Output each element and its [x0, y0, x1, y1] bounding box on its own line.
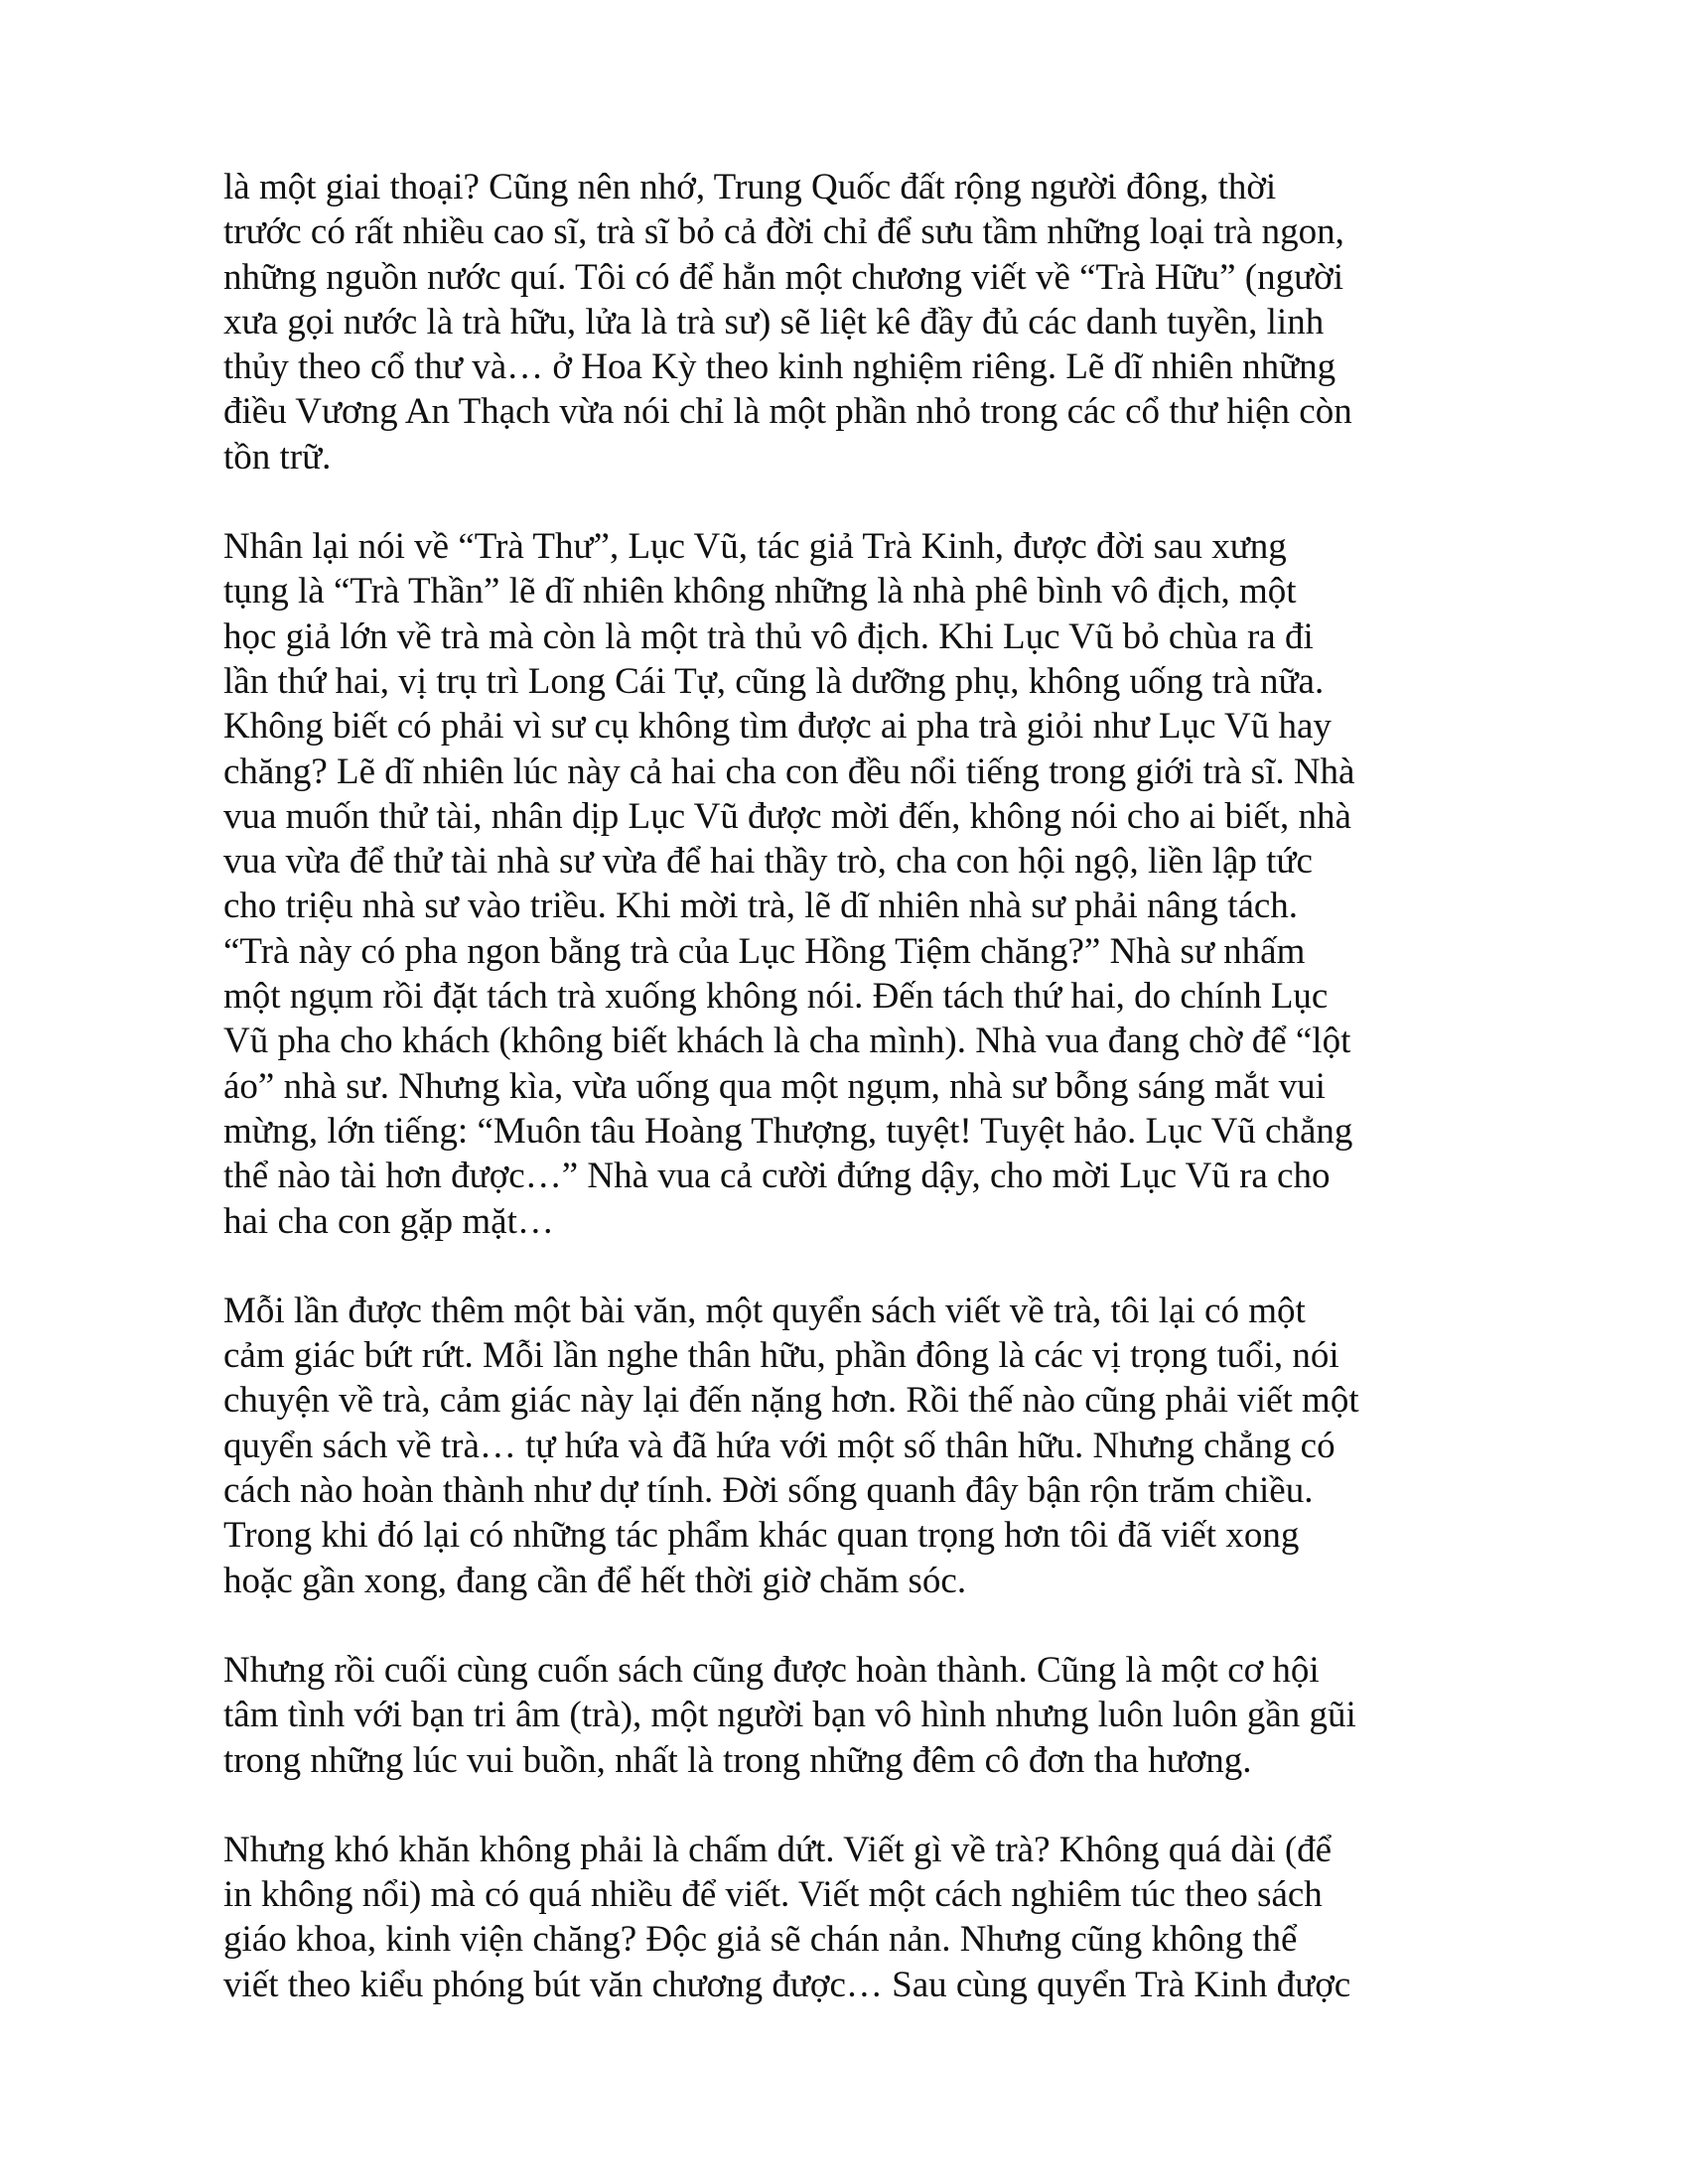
- text-line: điều Vương An Thạch vừa nói chỉ là một phần nhỏ trong các cổ thư hiện còn: [223, 391, 1352, 433]
- text-line: “Trà này có pha ngon bằng trà của Lục Hồng Tiệm chăng?” Nhà sư nhấm: [223, 930, 1306, 972]
- text-line: cho triệu nhà sư vào triều. Khi mời trà, lẽ dĩ nhiên nhà sư phải nâng tách.: [223, 886, 1299, 927]
- text-line: chuyện về trà, cảm giác này lại đến nặng hơn. Rồi thế nào cũng phải viết một: [223, 1380, 1359, 1422]
- text-line: thể nào tài hơn được…” Nhà vua cả cười đứng dậy, cho mời Lục Vũ ra cho: [223, 1156, 1331, 1197]
- text-line: cách nào hoàn thành như dự tính. Đời sống quanh đây bận rộn trăm chiều.: [223, 1470, 1314, 1512]
- paragraph: [223, 165, 1504, 479]
- text-line: quyển sách về trà… tự hứa và đã hứa với một số thân hữu. Nhưng chẳng có: [223, 1425, 1336, 1466]
- text-line: in không nổi) mà có quá nhiều để viết. Viết một cách nghiêm túc theo sách: [223, 1874, 1323, 1916]
- text-line: hai cha con gặp mặt…: [223, 1200, 554, 1242]
- text-line: Không biết có phải vì sư cụ không tìm được ai pha trà giỏi như Lục Vũ hay: [223, 706, 1332, 748]
- text-line: Nhân lại nói về “Trà Thư”, Lục Vũ, tác giả Trà Kinh, được đời sau xưng: [223, 526, 1287, 568]
- text-line: Trong khi đó lại có những tác phẩm khác quan trọng hơn tôi đã viết xong: [223, 1515, 1300, 1557]
- text-line: học giả lớn về trà mà còn là một trà thủ vô địch. Khi Lục Vũ bỏ chùa ra đi: [223, 615, 1314, 657]
- text-line: vua vừa để thử tài nhà sư vừa để hai thầy trò, cha con hội ngộ, liền lập tức: [223, 841, 1313, 883]
- text-line: tâm tình với bạn tri âm (trà), một người bạn vô hình nhưng luôn luôn gần gũi: [223, 1695, 1356, 1736]
- text-line: chăng? Lẽ dĩ nhiên lúc này cả hai cha con đều nổi tiếng trong giới trà sĩ. Nhà: [223, 751, 1355, 792]
- text-line: lần thứ hai, vị trụ trì Long Cái Tự, cũng là dưỡng phụ, không uống trà nữa.: [223, 660, 1325, 702]
- paragraph: [223, 1289, 1504, 1603]
- text-line: tụng là “Trà Thần” lẽ dĩ nhiên không những là nhà phê bình vô địch, một: [223, 571, 1297, 613]
- text-line: trước có rất nhiều cao sĩ, trà sĩ bỏ cả đời chỉ để sưu tầm những loại trà ngon,: [223, 211, 1344, 253]
- text-line: Vũ pha cho khách (không biết khách là cha mình). Nhà vua đang chờ để “lột: [223, 1021, 1351, 1062]
- text-line: xưa gọi nước là trà hữu, lửa là trà sư) sẽ liệt kê đầy đủ các danh tuyền, linh: [223, 301, 1325, 342]
- paragraph: [223, 524, 1504, 1244]
- text-line: hoặc gần xong, đang cần để hết thời giờ chăm sóc.: [223, 1560, 967, 1601]
- text-line: thủy theo cổ thư và… ở Hoa Kỳ theo kinh nghiệm riêng. Lẽ dĩ nhiên những: [223, 346, 1336, 388]
- document-page: [223, 165, 1504, 2052]
- paragraph: [223, 1828, 1504, 2007]
- text-line: là một giai thoại? Cũng nên nhớ, Trung Quốc đất rộng người đông, thời: [223, 167, 1277, 207]
- text-line: viết theo kiểu phóng bút văn chương được… Sau cùng quyển Trà Kinh được: [223, 1964, 1351, 2005]
- text-line: Nhưng rồi cuối cùng cuốn sách cũng được hoàn thành. Cũng là một cơ hội: [223, 1649, 1320, 1691]
- text-line: áo” nhà sư. Nhưng kìa, vừa uống qua một ngụm, nhà sư bỗng sáng mắt vui: [223, 1065, 1326, 1107]
- text-line: Mỗi lần được thêm một bài văn, một quyển sách viết về trà, tôi lại có một: [223, 1290, 1306, 1331]
- text-line: Nhưng khó khăn không phải là chấm dứt. Viết gì về trà? Không quá dài (để: [223, 1829, 1333, 1870]
- text-line: mừng, lớn tiếng: “Muôn tâu Hoàng Thượng, tuyệt! Tuyệt hảo. Lục Vũ chẳng: [223, 1110, 1353, 1152]
- text-line: cảm giác bứt rứt. Mỗi lần nghe thân hữu, phần đông là các vị trọng tuổi, nói: [223, 1335, 1339, 1377]
- text-line: một ngụm rồi đặt tách trà xuống không nói. Đến tách thứ hai, do chính Lục: [223, 976, 1329, 1018]
- text-line: vua muốn thử tài, nhân dịp Lục Vũ được mời đến, không nói cho ai biết, nhà: [223, 795, 1351, 837]
- text-line: tồn trữ.: [223, 436, 332, 478]
- text-line: những nguồn nước quí. Tôi có để hẳn một chương viết về “Trà Hữu” (người: [223, 256, 1343, 298]
- text-line: trong những lúc vui buồn, nhất là trong những đêm cô đơn tha hương.: [223, 1739, 1252, 1781]
- text-line: giáo khoa, kinh viện chăng? Độc giả sẽ chán nản. Nhưng cũng không thể: [223, 1919, 1298, 1961]
- paragraph: [223, 1648, 1504, 1783]
